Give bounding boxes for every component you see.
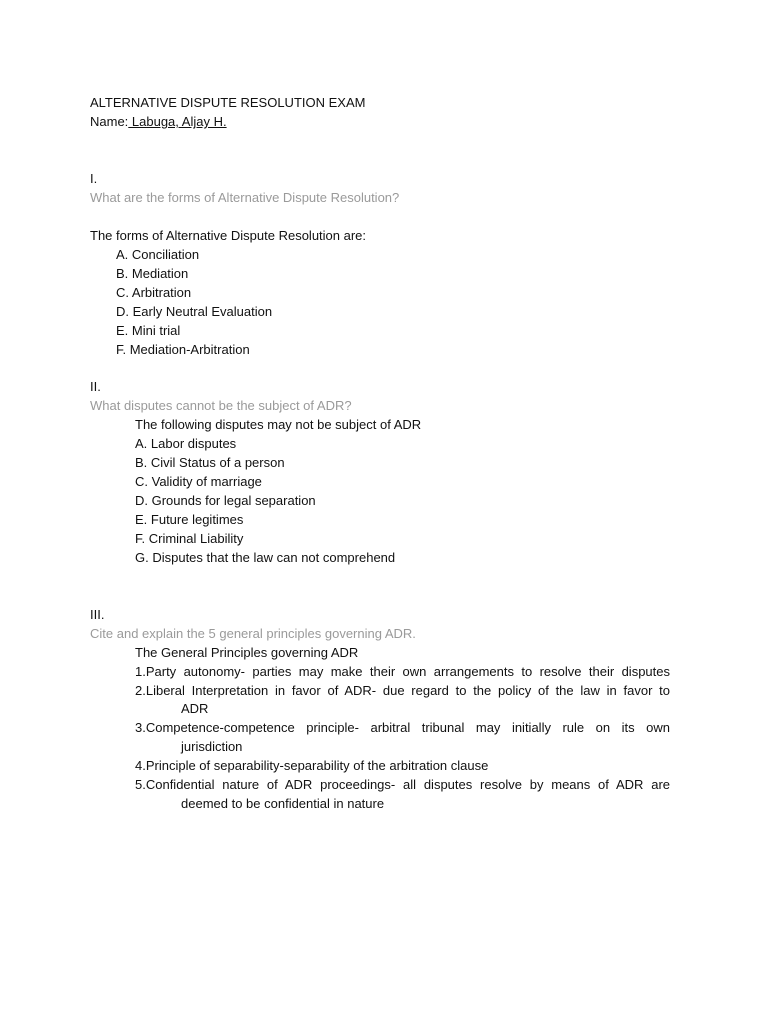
- section-2-intro: The following disputes may not be subject of ADR: [135, 417, 422, 432]
- principle-2-continued: ADR: [181, 701, 209, 716]
- principle-3: 3.Competence-competence principle- arbitral tribunal may initially rule on its own: [135, 720, 670, 735]
- principle-3-continued: jurisdiction: [181, 739, 243, 754]
- adr-form-item: A. Conciliation: [116, 247, 200, 262]
- section-2-question: What disputes cannot be the subject of ADR?: [90, 398, 352, 413]
- principle-5-continued: deemed to be confidential in nature: [181, 796, 385, 811]
- adr-form-item: B. Mediation: [116, 266, 189, 281]
- adr-form-item: E. Mini trial: [116, 323, 181, 338]
- dispute-item: E. Future legitimes: [135, 512, 244, 527]
- dispute-item: B. Civil Status of a person: [135, 455, 285, 470]
- dispute-item: C. Validity of marriage: [135, 474, 262, 489]
- dispute-item: A. Labor disputes: [135, 436, 237, 451]
- adr-form-item: C. Arbitration: [116, 285, 192, 300]
- section-2-number: II.: [90, 379, 101, 394]
- dispute-item: G. Disputes that the law can not comprehend: [135, 550, 396, 565]
- dispute-item: D. Grounds for legal separation: [135, 493, 316, 508]
- principle-4: 4.Principle of separability-separability of the arbitration clause: [135, 758, 489, 773]
- principle-5: 5.Confidential nature of ADR proceedings- all disputes resolve by means of ADR are: [135, 777, 670, 792]
- adr-form-item: D. Early Neutral Evaluation: [116, 304, 273, 319]
- section-3-number: III.: [90, 607, 105, 622]
- section-1-intro: The forms of Alternative Dispute Resolution are:: [90, 228, 367, 243]
- adr-form-item: F. Mediation-Arbitration: [116, 342, 250, 357]
- student-name-line: [90, 113, 227, 131]
- section-1-number: I.: [90, 171, 98, 186]
- principle-1: 1.Party autonomy- parties may make their own arrangements to resolve their disputes: [135, 664, 670, 679]
- name-label: Name:: [90, 114, 129, 129]
- section-3-question: Cite and explain the 5 general principles governing ADR.: [90, 626, 416, 641]
- section-1-question: What are the forms of Alternative Dispute Resolution?: [90, 190, 400, 205]
- name-value: Labuga, Aljay H.: [128, 114, 227, 129]
- section-3-intro: The General Principles governing ADR: [135, 645, 359, 660]
- exam-title: ALTERNATIVE DISPUTE RESOLUTION EXAM: [90, 95, 366, 110]
- principle-2: 2.Liberal Interpretation in favor of ADR- due regard to the policy of the law in favor to: [135, 683, 670, 698]
- dispute-item: F. Criminal Liability: [135, 531, 244, 546]
